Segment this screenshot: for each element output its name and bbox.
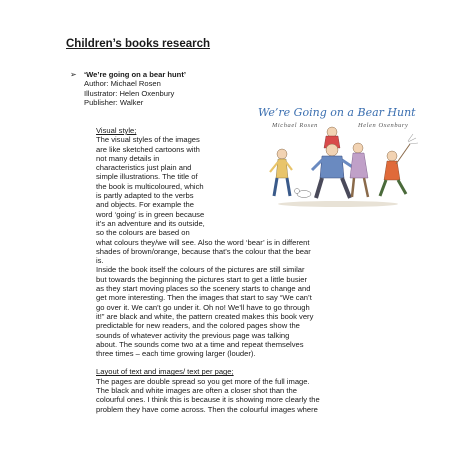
paragraph-line: simple illustrations. The title of xyxy=(96,172,198,182)
paragraph-line: three times – each time growing larger (louder). xyxy=(96,349,256,359)
paragraph-line: The black and white images are often a closer shot than the xyxy=(96,386,297,396)
paragraph-line: about. The sounds come two at a time and repeat themselves xyxy=(96,339,304,349)
paragraph-line: The visual styles of the images xyxy=(96,135,200,145)
layout-paragraph xyxy=(96,377,418,414)
paragraph-line: is. xyxy=(96,256,104,266)
paragraph-line: as they start moving places so the scenery starts to change and xyxy=(96,284,311,294)
paragraph-line: so the colours are based on xyxy=(96,228,190,238)
paragraph-line: go over it. We can’t go under it. Oh no! We’ll have to go through xyxy=(96,302,310,312)
author-line: Author: Michael Rosen xyxy=(84,79,161,89)
book-bullet xyxy=(70,70,186,108)
paragraph-line: The pages are double spread so you get more of the full image. xyxy=(96,376,310,386)
paragraph-line: get more interesting. Then the images that start to say “We can’t xyxy=(96,293,312,303)
illustrator-line: Illustrator: Helen Oxenbury xyxy=(84,88,175,98)
visual-style-heading: Visual style; xyxy=(96,126,137,135)
paragraph-line: it!” are black and white, the pattern created makes this book very xyxy=(96,311,314,321)
paragraph-line: characteristics just plain and xyxy=(96,163,192,173)
paragraph-line: predictable for new readers, and the colored pages show the xyxy=(96,321,300,331)
paragraph-line: sounds of whatever activity the previous page was talking xyxy=(96,330,290,340)
publisher-line: Publisher: Walker xyxy=(84,98,144,108)
paragraph-line: it’s an adventure and its outside, xyxy=(96,218,205,228)
cover-author: Michael Rosen xyxy=(272,122,318,129)
paragraph-line: Inside the book itself the colours of the pictures are still similar xyxy=(96,265,305,275)
layout-heading: Layout of text and images/ text per page; xyxy=(96,367,234,377)
cover-illustrator: Helen Oxenbury xyxy=(358,122,409,129)
paragraph-line: the book is multicoloured, which xyxy=(96,181,204,191)
visual-style-narrow-column xyxy=(96,135,418,237)
cover-title: We’re Going on a Bear Hunt xyxy=(258,106,416,119)
paragraph-line: what colours they/we will see. Also the word ‘bear’ is in different xyxy=(96,237,310,247)
visual-style-wide-column xyxy=(96,238,418,359)
paragraph-line: but towards the beginning the pictures start to get a little busier xyxy=(96,274,308,284)
paragraph-line: is partly adapted to the verbs xyxy=(96,191,194,201)
paragraph-line: colourful ones. I think this is because it is showing more clearly the xyxy=(96,395,320,405)
paragraph-line: shades of brown/orange, because that’s the colour that the bear xyxy=(96,246,311,256)
page-title: Children’s books research xyxy=(66,38,211,50)
paragraph-line: not many details in xyxy=(96,153,160,163)
paragraph-line: problem they have come across. Then the colourful images where xyxy=(96,404,318,414)
paragraph-line: are like sketched cartoons with xyxy=(96,144,200,154)
arrow-bullet-icon: ➢ xyxy=(70,70,77,79)
paragraph-line: and objects. For example the xyxy=(96,200,194,210)
paragraph-line: word ‘going’ is in green because xyxy=(96,209,205,219)
book-title: ‘We’re going on a bear hunt’ xyxy=(84,70,186,79)
body-text xyxy=(96,126,418,414)
